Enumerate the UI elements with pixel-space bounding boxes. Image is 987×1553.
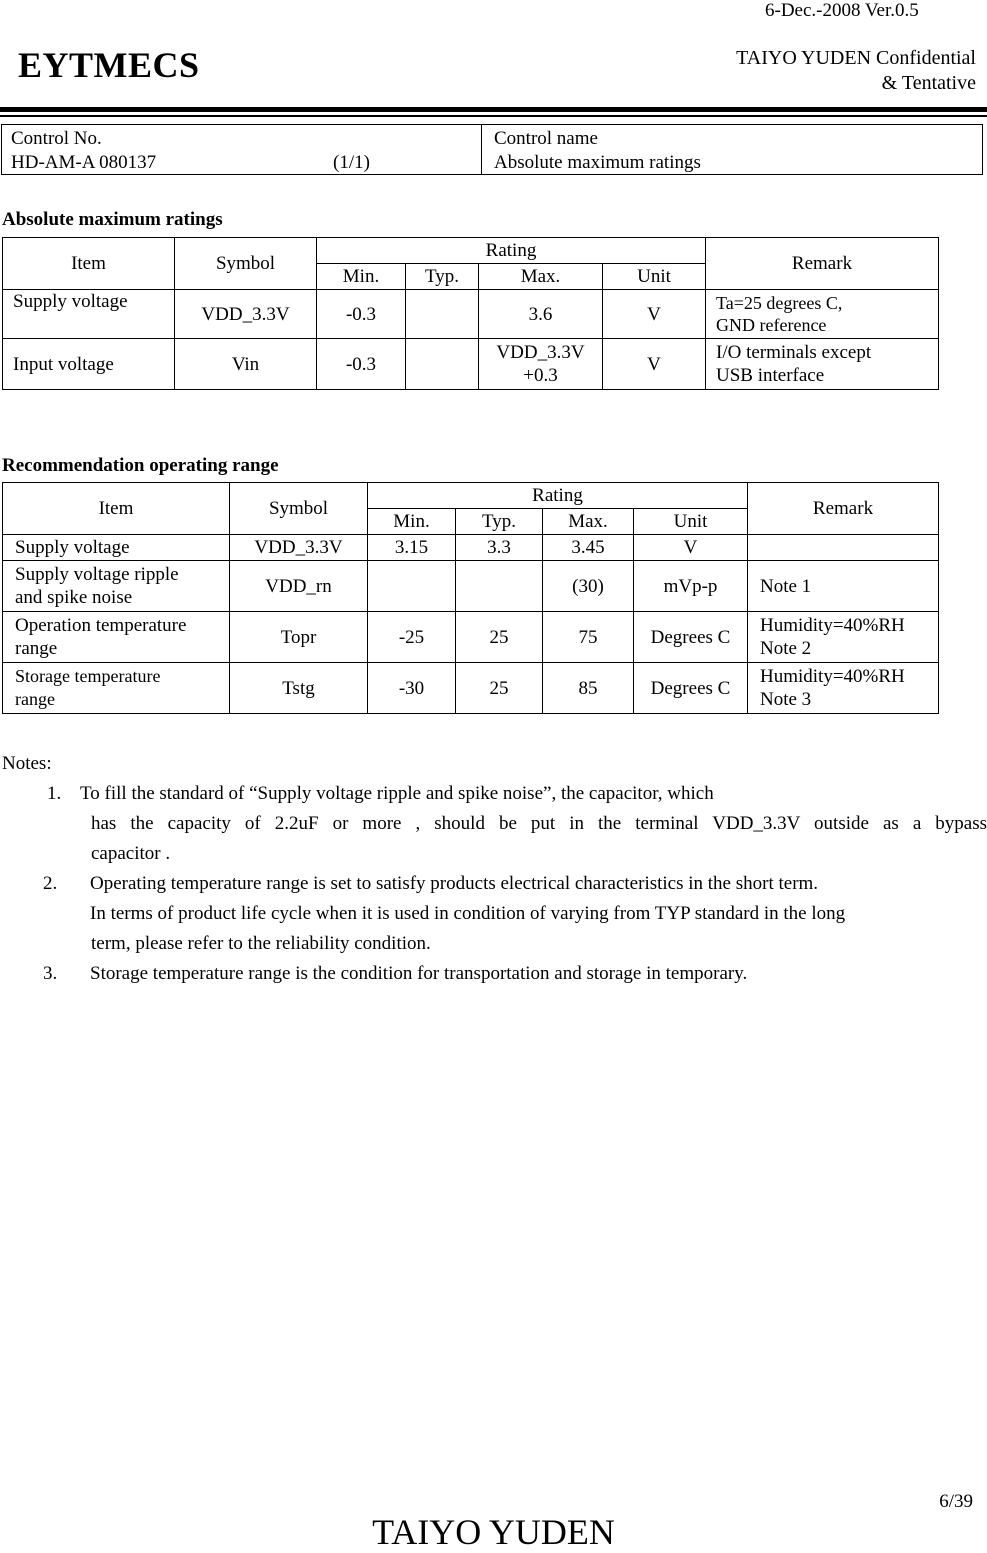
header-typ: Typ. [406,264,479,290]
note-1 [2,779,987,809]
cell-remark-line2: USB interface [716,365,825,386]
cell-item [3,663,230,714]
page-number: 6/39 [939,1491,973,1512]
cell-symbol: VDD_rn [230,561,368,612]
cell-item-line1: Storage temperature [15,666,161,686]
note-3-number: 3. [43,963,58,984]
cell-min: -0.3 [317,290,406,339]
cell-item: Input voltage [3,339,175,390]
table-row [3,339,939,390]
control-name-value: Absolute maximum ratings [494,152,701,173]
note-1-line1: To fill the standard of “Supply voltage ripple and spike noise”, the capacitor, which [80,783,714,804]
cell-item: Supply voltage [3,290,175,339]
cell-symbol: VDD_3.3V [230,535,368,561]
cell-typ [406,290,479,339]
note-3 [2,959,987,989]
cell-min: 3.15 [368,535,456,561]
header-symbol: Symbol [230,483,368,535]
cell-symbol: Tstg [230,663,368,714]
cell-remark [748,663,939,714]
control-name-label: Control name [494,128,598,149]
abs-max-table [2,237,939,390]
cell-symbol: Topr [230,612,368,663]
confidential-line-2: & Tentative [881,72,976,94]
cell-remark-line2: Note 3 [760,689,812,710]
note-1-line3: capacitor . [91,843,171,864]
cell-remark-line1: Ta=25 degrees C, [716,293,843,313]
control-number-cell [2,125,482,174]
header-max: Max. [479,264,603,290]
cell-item [3,561,230,612]
note-2-number: 2. [43,873,58,894]
cell-remark-line2: Note 2 [760,638,812,659]
date-version: 6-Dec.-2008 Ver.0.5 [765,0,919,21]
note-1-number: 1. [47,783,62,804]
cell-unit: Degrees C [634,612,748,663]
cell-unit: mVp-p [634,561,748,612]
table-header-row [3,238,939,264]
cell-typ: 3.3 [456,535,543,561]
cell-typ [456,561,543,612]
table-row [3,561,939,612]
cell-max-line1: 3.6 [528,303,553,325]
cell-max: 85 [543,663,634,714]
cell-remark [706,290,939,339]
cell-unit: Degrees C [634,663,748,714]
control-box [1,124,983,175]
note-3-line1: Storage temperature range is the condition for transportation and storage in temporary. [90,963,748,984]
rec-op-title: Recommendation operating range [2,455,279,476]
cell-item-line1: Operation temperature [15,615,187,636]
cell-max-line2: +0.3 [523,365,558,386]
note-2-line1: Operating temperature range is set to satisfy products electrical characteristics in the short term. [90,873,819,894]
cell-max [479,339,603,390]
cell-remark: Note 1 [748,561,939,612]
header-min: Min. [317,264,406,290]
header-item: Item [3,238,175,290]
company-logo: EYTMECS [18,45,200,85]
cell-unit: V [603,290,706,339]
cell-unit: V [634,535,748,561]
cell-max: 3.45 [543,535,634,561]
header-rating: Rating [317,238,706,264]
cell-typ [406,339,479,390]
cell-unit: V [603,339,706,390]
cell-remark [748,535,939,561]
cell-max: (30) [543,561,634,612]
cell-typ: 25 [456,612,543,663]
cell-item-line2: range [15,638,58,659]
cell-item-line2: and spike noise [15,587,133,608]
table-row [3,535,939,561]
control-name-cell [482,125,982,176]
header-unit: Unit [634,509,748,535]
control-number-label: Control No. [11,128,102,149]
header-typ: Typ. [456,509,543,535]
cell-min: -30 [368,663,456,714]
note-2-line2: In terms of product life cycle when it is used in condition of varying from TYP standard in the long [90,903,846,924]
table-row [3,612,939,663]
cell-item: Supply voltage [3,535,230,561]
cell-symbol: Vin [175,339,317,390]
cell-item-line1: Supply voltage ripple [15,564,179,585]
cell-min: -0.3 [317,339,406,390]
cell-remark-line1: Humidity=40%RH [760,615,905,636]
table-header-row [3,483,939,509]
table-row [3,663,939,714]
confidential-line-1: TAIYO YUDEN Confidential [736,47,976,69]
header-rule-thin [0,115,987,117]
cell-remark [748,612,939,663]
header-item: Item [3,483,230,535]
control-number-value: HD-AM-A 080137 [11,152,157,173]
header-rule-thick [0,107,987,112]
cell-typ: 25 [456,663,543,714]
header-max: Max. [543,509,634,535]
control-page: (1/1) [333,152,370,173]
cell-remark-line2: GND reference [716,315,827,335]
cell-symbol: VDD_3.3V [175,290,317,339]
header-symbol: Symbol [175,238,317,290]
footer-company: TAIYO YUDEN [372,1512,615,1552]
table-row [3,290,939,339]
note-2 [2,869,987,899]
notes-title: Notes: [2,753,52,774]
header-remark: Remark [748,483,939,535]
cell-max: 75 [543,612,634,663]
note-1-line2: has the capacity of 2.2uF or more , should be put in the terminal VDD_3.3V outside as a bypass [91,813,987,834]
header-unit: Unit [603,264,706,290]
cell-max [479,290,603,339]
cell-remark-line1: I/O terminals except [716,342,872,363]
notes-section [2,749,987,989]
cell-min: -25 [368,612,456,663]
header-min: Min. [368,509,456,535]
cell-min [368,561,456,612]
cell-remark [706,339,939,390]
header-remark: Remark [706,238,939,290]
cell-item-line2: range [15,689,55,709]
rec-op-table [2,482,939,714]
header-rating: Rating [368,483,748,509]
abs-max-title: Absolute maximum ratings [2,209,223,230]
note-2-line3: term, please refer to the reliability condition. [91,933,431,954]
cell-remark-line1: Humidity=40%RH [760,666,905,687]
confidential-notice [736,46,976,96]
cell-item [3,612,230,663]
cell-max-line1: VDD_3.3V [496,342,585,363]
